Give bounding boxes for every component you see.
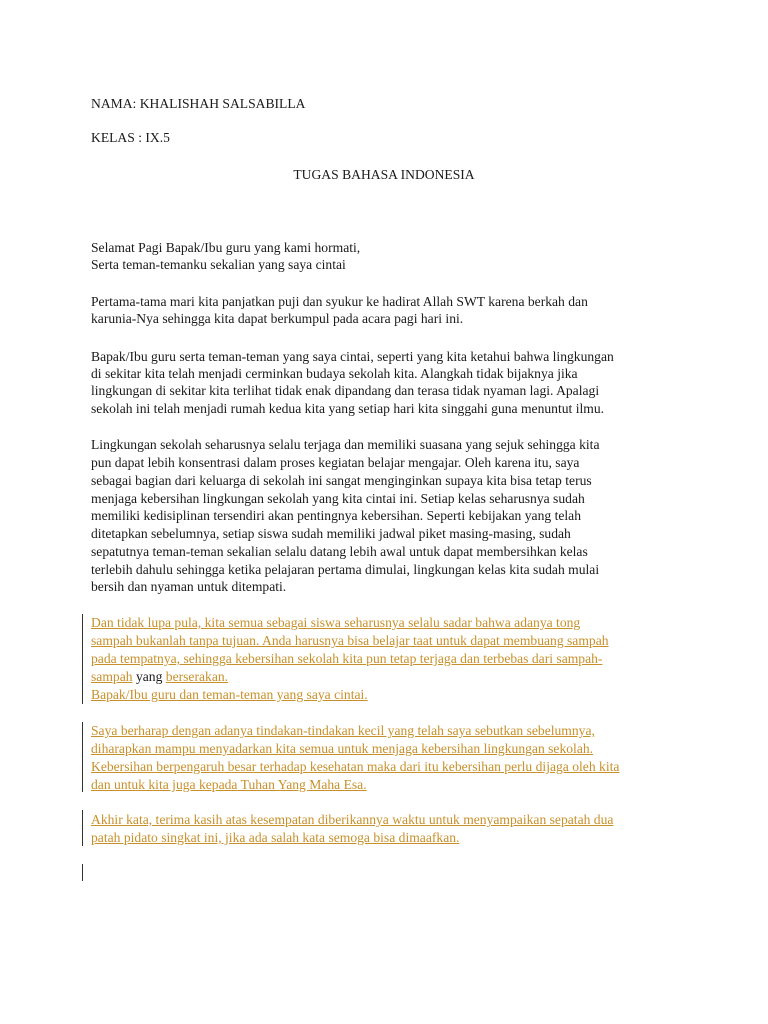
student-class: KELAS : IX.5: [91, 130, 170, 145]
greeting-line: Selamat Pagi Bapak/Ibu guru yang kami hormati,: [91, 240, 361, 255]
revised-word: sampah: [91, 669, 133, 684]
revised-line: pada tempatnya, sehingga kebersihan sekolah kita pun tetap terjaga dan terbebas dari sampah-: [91, 651, 603, 666]
paragraph-line: sepatutnya teman-teman sekalian selalu datang lebih awal untuk dapat membersihkan kelas: [91, 544, 588, 559]
paragraph-line: Pertama-tama mari kita panjatkan puji dan syukur ke hadirat Allah SWT karena berkah dan: [91, 294, 588, 309]
paragraph-line: terlebih dahulu sehingga ketika pelajaran pertama dimulai, lingkungan kelas kita sudah mulai: [91, 562, 600, 577]
revised-line: Akhir kata, terima kasih atas kesempatan diberikannya waktu untuk menyampaikan sepatah dua: [91, 812, 614, 827]
paragraph-line: Lingkungan sekolah seharusnya selalu terjaga dan memiliki suasana yang sejuk sehingga kita: [91, 437, 600, 452]
paragraph-line: menjaga kebersihan lingkungan sekolah yang kita cintai ini. Setiap kelas seharusnya sudah: [91, 491, 585, 506]
revised-word: berserakan.: [165, 669, 229, 684]
revised-line: diharapkan mampu menyadarkan kita semua untuk menjaga kebersihan lingkungan sekolah.: [91, 741, 594, 756]
track-change-bar: [82, 810, 83, 846]
paragraph-line: sebagai bagian dari keluarga di sekolah ini sangat menginginkan supaya kita bisa tetap terus: [91, 473, 592, 488]
paragraph-line: memiliki kedisiplinan tersendiri akan pentingnya kebersihan. Seperti kebijakan yang telah: [91, 508, 581, 523]
revised-line: sampah bukanlah tanpa tujuan. Anda harusnya bisa belajar taat untuk dapat membuang sampah: [91, 633, 609, 648]
paragraph-line: di sekitar kita telah menjadi cerminkan budaya sekolah kita. Alangkah tidak bijaknya jika: [91, 366, 578, 381]
paragraph-line: pun dapat lebih konsentrasi dalam proses kegiatan belajar mengajar. Oleh karena itu, saya: [91, 455, 580, 470]
text-cursor[interactable]: [82, 864, 83, 881]
revised-line: dan untuk kita juga kepada Tuhan Yang Maha Esa.: [91, 777, 367, 792]
paragraph-line: sekolah ini telah menjadi rumah kedua kita yang setiap hari kita singgahi guna menuntut ilmu.: [91, 401, 605, 416]
unrevised-word: yang: [135, 669, 163, 684]
paragraph-line: lingkungan di sekitar kita terlihat tidak enak dipandang dan terasa tidak nyaman lagi. Apalagi: [91, 383, 600, 398]
revised-line: patah pidato singkat ini, jika ada salah kata semoga bisa dimaafkan.: [91, 830, 460, 845]
student-name: NAMA: KHALISHAH SALSABILLA: [91, 96, 306, 111]
track-change-bar: [82, 614, 83, 704]
paragraph-line: Bapak/Ibu guru serta teman-teman yang saya cintai, seperti yang kita ketahui bahwa lingkungan: [91, 349, 614, 364]
revised-line: Kebersihan berpengaruh besar terhadap kesehatan maka dari itu kebersihan perlu dijaga oleh kita: [91, 759, 620, 774]
revised-line: Bapak/Ibu guru dan teman-teman yang saya cintai.: [91, 687, 368, 702]
revised-line-mixed: [91, 668, 228, 685]
paragraph-line: ditetapkan sebelumnya, setiap siswa sudah memiliki jadwal piket masing-masing, sudah: [91, 526, 571, 541]
document-title: TUGAS BAHASA INDONESIA: [293, 167, 475, 182]
revised-line: Dan tidak lupa pula, kita semua sebagai siswa seharusnya selalu sadar bahwa adanya tong: [91, 615, 581, 630]
greeting-line: Serta teman-temanku sekalian yang saya cintai: [91, 257, 346, 272]
revised-line: Saya berharap dengan adanya tindakan-tindakan kecil yang telah saya sebutkan sebelumnya,: [91, 723, 595, 738]
track-change-bar: [82, 722, 83, 792]
paragraph-line: bersih dan nyaman untuk ditempati.: [91, 579, 287, 594]
paragraph-line: karunia-Nya sehingga kita dapat berkumpul pada acara pagi hari ini.: [91, 311, 464, 326]
